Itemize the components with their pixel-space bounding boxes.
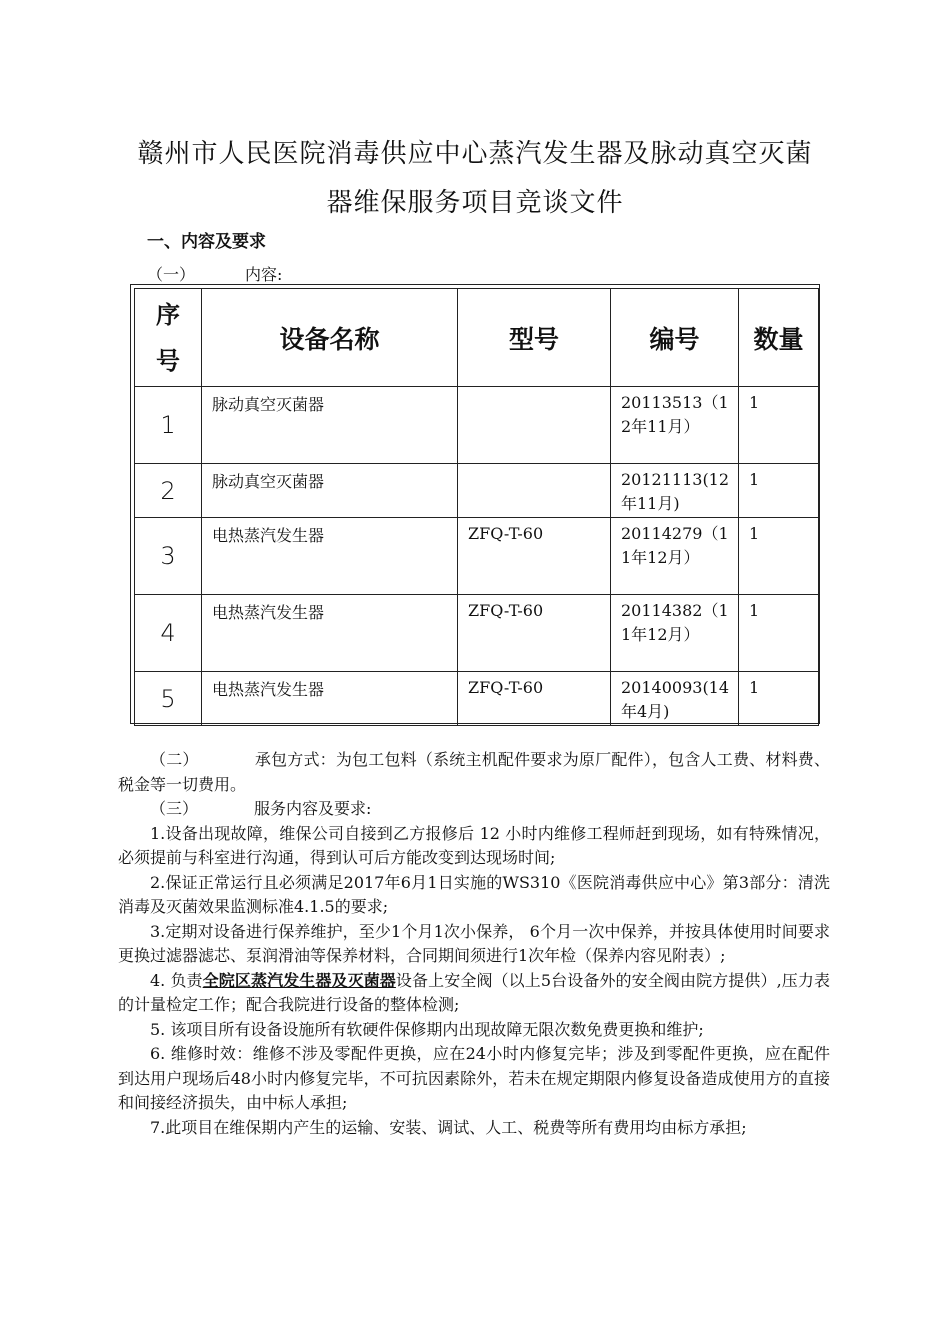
cell-qty: 1 <box>739 387 819 464</box>
subsection-number: （一） <box>147 265 196 284</box>
cell-model <box>458 464 611 518</box>
cell-no: 2 <box>135 464 202 518</box>
doc-title-line1: 赣州市人民医院消毒供应中心蒸汽发生器及脉动真空灭菌 <box>137 139 813 169</box>
service-item-3: 3.定期对设备进行保养维护，至少1个月1次小保养， 6个月一次中保养，并按具体使用时间要求更换过滤器滤芯、泵润滑油等保养材料，合同期间须进行1次年检（保养内容见附表）; <box>118 921 830 965</box>
cell-qty: 1 <box>739 464 819 518</box>
cell-code: 20140093(14年4月) <box>611 672 739 726</box>
cell-name: 脉动真空灭菌器 <box>202 464 458 518</box>
cell-model: ZFQ-T-60 <box>458 518 611 595</box>
cell-qty: 1 <box>739 595 819 672</box>
table-row <box>135 672 819 726</box>
cell-no: 5 <box>135 672 202 726</box>
header-seq: 序 号 <box>135 289 202 387</box>
header-model: 型号 <box>458 289 611 387</box>
service-item-1: 1.设备出现故障，维保公司自接到乙方报修后 12 小时内维修工程师赶到现场，如有特殊情况，必须提前与科室进行沟通，得到认可后方能改变到达现场时间; <box>118 823 830 867</box>
table-row <box>135 464 819 518</box>
table-row <box>135 518 819 595</box>
cell-name: 电热蒸汽发生器 <box>202 595 458 672</box>
table-row <box>135 387 819 464</box>
service-item-4: 4. 负责全院区蒸汽发生器及灭菌器设备上安全阀（以上5台设备外的安全阀由院方提供）,压力表的计量检定工作；配合我院进行设备的整体检测; <box>118 970 830 1014</box>
service-item-7: 7.此项目在维保期内产生的运输、安装、调试、人工、税费等所有费用均由标方承担; <box>150 1117 747 1137</box>
cell-model: ZFQ-T-60 <box>458 595 611 672</box>
table-header-row <box>135 289 819 387</box>
cell-name: 脉动真空灭菌器 <box>202 387 458 464</box>
doc-title-line2: 器维保服务项目竞谈文件 <box>326 188 624 218</box>
header-name: 设备名称 <box>202 289 458 387</box>
cell-code: 20114382（11年12月） <box>611 595 739 672</box>
subsection-label: 内容: <box>245 265 283 284</box>
cell-no: 1 <box>135 387 202 464</box>
cell-qty: 1 <box>739 672 819 726</box>
section-heading: 一、内容及要求 <box>147 232 266 252</box>
cell-qty: 1 <box>739 518 819 595</box>
cell-name: 电热蒸汽发生器 <box>202 518 458 595</box>
table-row <box>135 595 819 672</box>
paragraph-contract-mode: （二） 承包方式：为包工包料（系统主机配件要求为原厂配件），包含人工费、材料费、税金等一切费用。 <box>118 750 830 794</box>
service-item-6: 6. 维修时效：维修不涉及零配件更换，应在24小时内修复完毕；涉及到零配件更换，应在配件到达用户现场后48小时内修复完毕，不可抗因素除外，若未在规定期限内修复设备造成使用方的直接和间接经济损失，由中标人承担; <box>118 1044 830 1112</box>
header-code: 编号 <box>611 289 739 387</box>
service-item-2: 2.保证正常运行且必须满足2017年6月1日实施的WS310《医院消毒供应中心》第3部分：清洗消毒及灭菌效果监测标准4.1.5的要求; <box>118 872 830 916</box>
cell-no: 3 <box>135 518 202 595</box>
body-text <box>118 748 830 1140</box>
subsection-heading <box>147 262 282 285</box>
cell-code: 20114279（11年12月） <box>611 518 739 595</box>
cell-no: 4 <box>135 595 202 672</box>
header-qty: 数量 <box>739 289 819 387</box>
equipment-table <box>130 284 820 724</box>
bold-underline-text: 全院区蒸汽发生器及灭菌器 <box>202 970 396 990</box>
cell-code: 20113513（12年11月） <box>611 387 739 464</box>
cell-name: 电热蒸汽发生器 <box>202 672 458 726</box>
service-item-5: 5. 该项目所有设备设施所有软硬件保修期内出现故障无限次数免费更换和维护; <box>150 1019 704 1039</box>
cell-model <box>458 387 611 464</box>
cell-code: 20121113(12年11月) <box>611 464 739 518</box>
cell-model: ZFQ-T-60 <box>458 672 611 726</box>
paragraph-service-heading: （三） 服务内容及要求: <box>150 799 372 818</box>
